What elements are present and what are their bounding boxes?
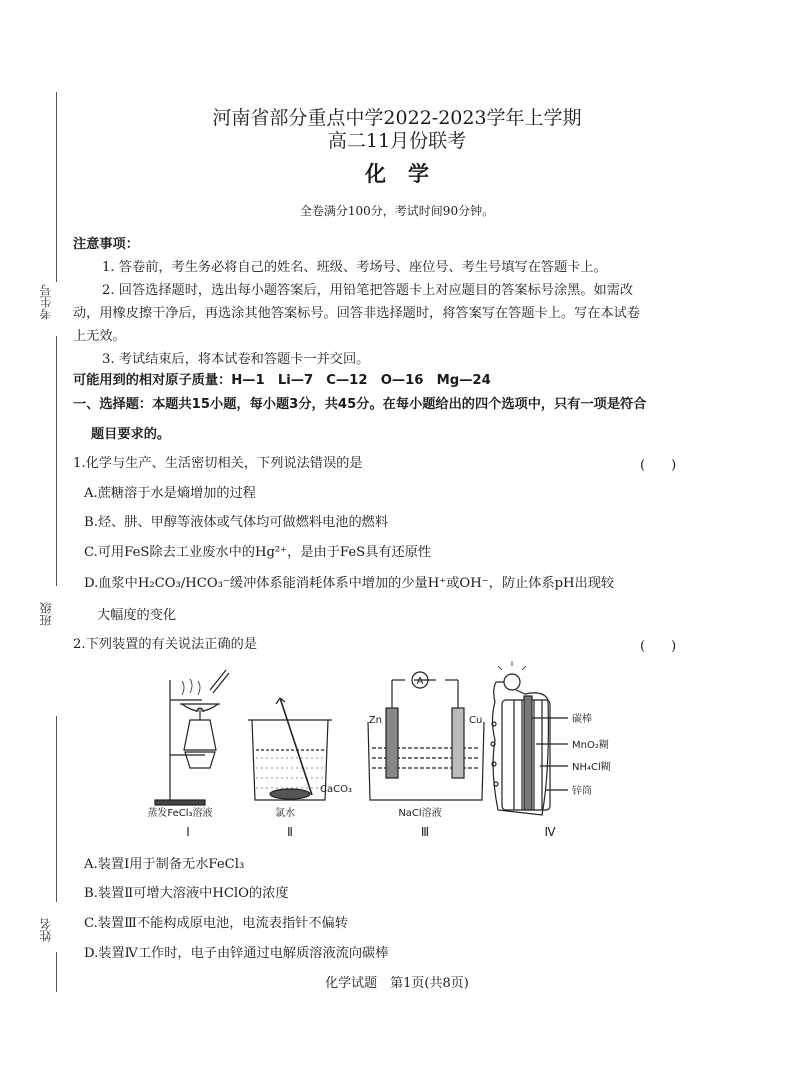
binding-line-mid2 — [56, 716, 57, 902]
q1-option-b: B.烃、肼、甲醇等液体或气体均可做燃料电池的燃料 — [84, 515, 389, 530]
copper-electrode-label: Cu — [469, 715, 483, 726]
apparatus-2-numeral: Ⅱ — [287, 825, 293, 839]
apparatus-2-caco3: CaCO₃ — [320, 784, 352, 795]
subject-title: 化学 — [365, 161, 451, 186]
apparatus-1 — [155, 670, 229, 805]
q2-option-b: B.装置Ⅱ可增大溶液中HClO的浓度 — [84, 886, 289, 901]
exam-title: 河南省部分重点中学2022-2023学年上学期 — [212, 107, 582, 129]
notice-item-2c: 上无效。 — [73, 329, 126, 344]
ammeter-label: A — [416, 676, 424, 687]
q1-option-c: C.可用FeS除去工业废水中的Hg²⁺，是由于FeS具有还原性 — [84, 545, 432, 560]
apparatus-3 — [368, 672, 484, 800]
notice-item-2b: 动，用橡皮擦干净后，再选涂其他答案标号。回答非选择题时，将答案写在答题卡上。写在本试卷 — [73, 306, 641, 321]
mno2-paste-label: MnO₂糊 — [572, 740, 609, 751]
name-label: 姓名 — [39, 918, 53, 942]
apparatus-4 — [491, 661, 568, 815]
apparatus-1-label: 蒸发FeCl₃溶液 — [147, 808, 213, 819]
q1-option-d-cont: 大幅度的变化 — [97, 608, 177, 623]
apparatus-3-numeral: Ⅲ — [420, 825, 430, 839]
apparatus-2-label: 氯水 — [275, 808, 295, 819]
q2-option-c: C.装置Ⅲ不能构成原电池，电流表指针不偏转 — [84, 916, 348, 931]
page-footer: 化学试题 第1页(共8页) — [325, 976, 469, 991]
apparatus-1-numeral: Ⅰ — [186, 825, 190, 839]
apparatus-3-label: NaCl溶液 — [398, 808, 442, 819]
exam-subtitle: 高二11月份联考 — [327, 130, 467, 152]
q1-answer-paren: ( ) — [640, 458, 677, 473]
q2-stem: 2.下列装置的有关说法正确的是 — [73, 637, 258, 652]
score-note: 全卷满分100分，考试时间90分钟。 — [299, 204, 495, 218]
notice-heading: 注意事项： — [73, 237, 139, 252]
q2-option-d: D.装置Ⅳ工作时，电子由锌通过电解质溶液流向碳棒 — [84, 946, 389, 961]
notice-item-3: 3. 考试结束后，将本试卷和答题卡一并交回。 — [102, 352, 370, 367]
section-1-heading: 一、选择题：本题共15小题，每小题3分，共45分。在每小题给出的四个选项中，只有一项是符合 — [73, 397, 647, 412]
notice-item-2a: 2. 回答选择题时，选出每小题答案后，用铅笔把答题卡上对应题目的答案标号涂黑。如需改 — [102, 283, 634, 298]
q1-option-d: D.血浆中H₂CO₃/HCO₃⁻缓冲体系能消耗体系中增加的少量H⁺或OH⁻，防止体系pH出现较 — [84, 576, 615, 591]
q1-option-a: A.蔗糖溶于水是熵增加的过程 — [84, 486, 256, 501]
q2-answer-paren: ( ) — [640, 639, 677, 654]
class-label: 班级 — [39, 602, 53, 626]
exam-number-label: 考生号 — [39, 284, 53, 320]
atomic-masses: 可能用到的相对原子质量：H—1 Li—7 C—12 O—16 Mg—24 — [73, 373, 491, 388]
notice-item-1: 1. 答卷前，考生务必将自己的姓名、班级、考场号、座位号、考生号填写在答题卡上。 — [102, 260, 607, 275]
carbon-rod-label: 碳棒 — [572, 714, 592, 725]
section-1-heading-cont: 题目要求的。 — [91, 427, 171, 442]
nh4cl-paste-label: NH₄Cl糊 — [572, 762, 611, 773]
apparatus-4-numeral: Ⅳ — [544, 825, 556, 839]
apparatus-figure — [130, 660, 650, 840]
q2-option-a: A.装置Ⅰ用于制备无水FeCl₃ — [84, 857, 245, 872]
q1-stem: 1.化学与生产、生活密切相关，下列说法错误的是 — [73, 456, 363, 471]
zinc-can-label: 锌筒 — [572, 786, 592, 797]
zinc-electrode-label: Zn — [368, 715, 382, 726]
binding-line-mid1 — [56, 336, 57, 586]
